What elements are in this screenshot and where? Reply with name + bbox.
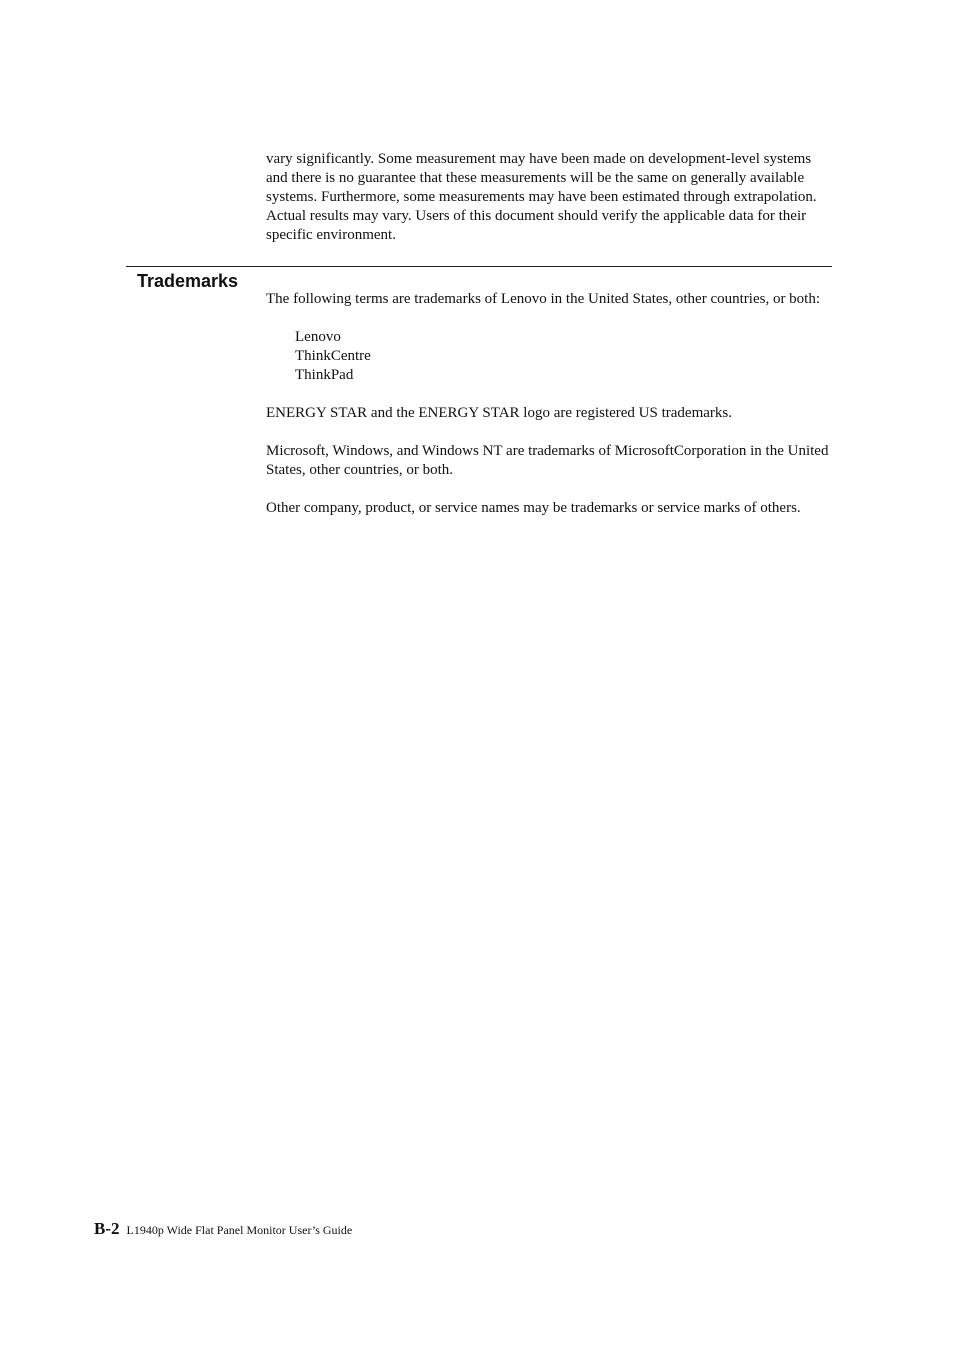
trademark-list — [295, 328, 371, 385]
section-divider — [126, 266, 832, 267]
other-marks-paragraph: Other company, product, or service names may be trademarks or service marks of others. — [266, 500, 801, 516]
page-number: B-2 — [94, 1219, 120, 1238]
document-title: L1940p Wide Flat Panel Monitor User’s Guide — [126, 1223, 353, 1237]
list-item: ThinkPad — [295, 367, 354, 383]
page-footer — [94, 1219, 352, 1239]
list-item: ThinkCentre — [295, 348, 371, 364]
trademarks-heading: Trademarks — [137, 271, 239, 291]
intro-paragraph: vary significantly. Some measurement may have been made on development-level systems and there is no guarantee that these measurements will be the same on generally available systems. Furthermore, some measurements may have been estimated through extrapolation. Actual results may vary. Users of this document should verify the applicable data for their specific environment. — [266, 151, 817, 243]
energy-star-paragraph: ENERGY STAR and the ENERGY STAR logo are registered US trademarks. — [266, 405, 732, 421]
microsoft-paragraph: Microsoft, Windows, and Windows NT are trademarks of MicrosoftCorporation in the United States, other countries, or both. — [266, 443, 829, 478]
trademarks-intro-paragraph: The following terms are trademarks of Lenovo in the United States, other countries, or both: — [266, 291, 821, 307]
list-item: Lenovo — [295, 329, 341, 345]
